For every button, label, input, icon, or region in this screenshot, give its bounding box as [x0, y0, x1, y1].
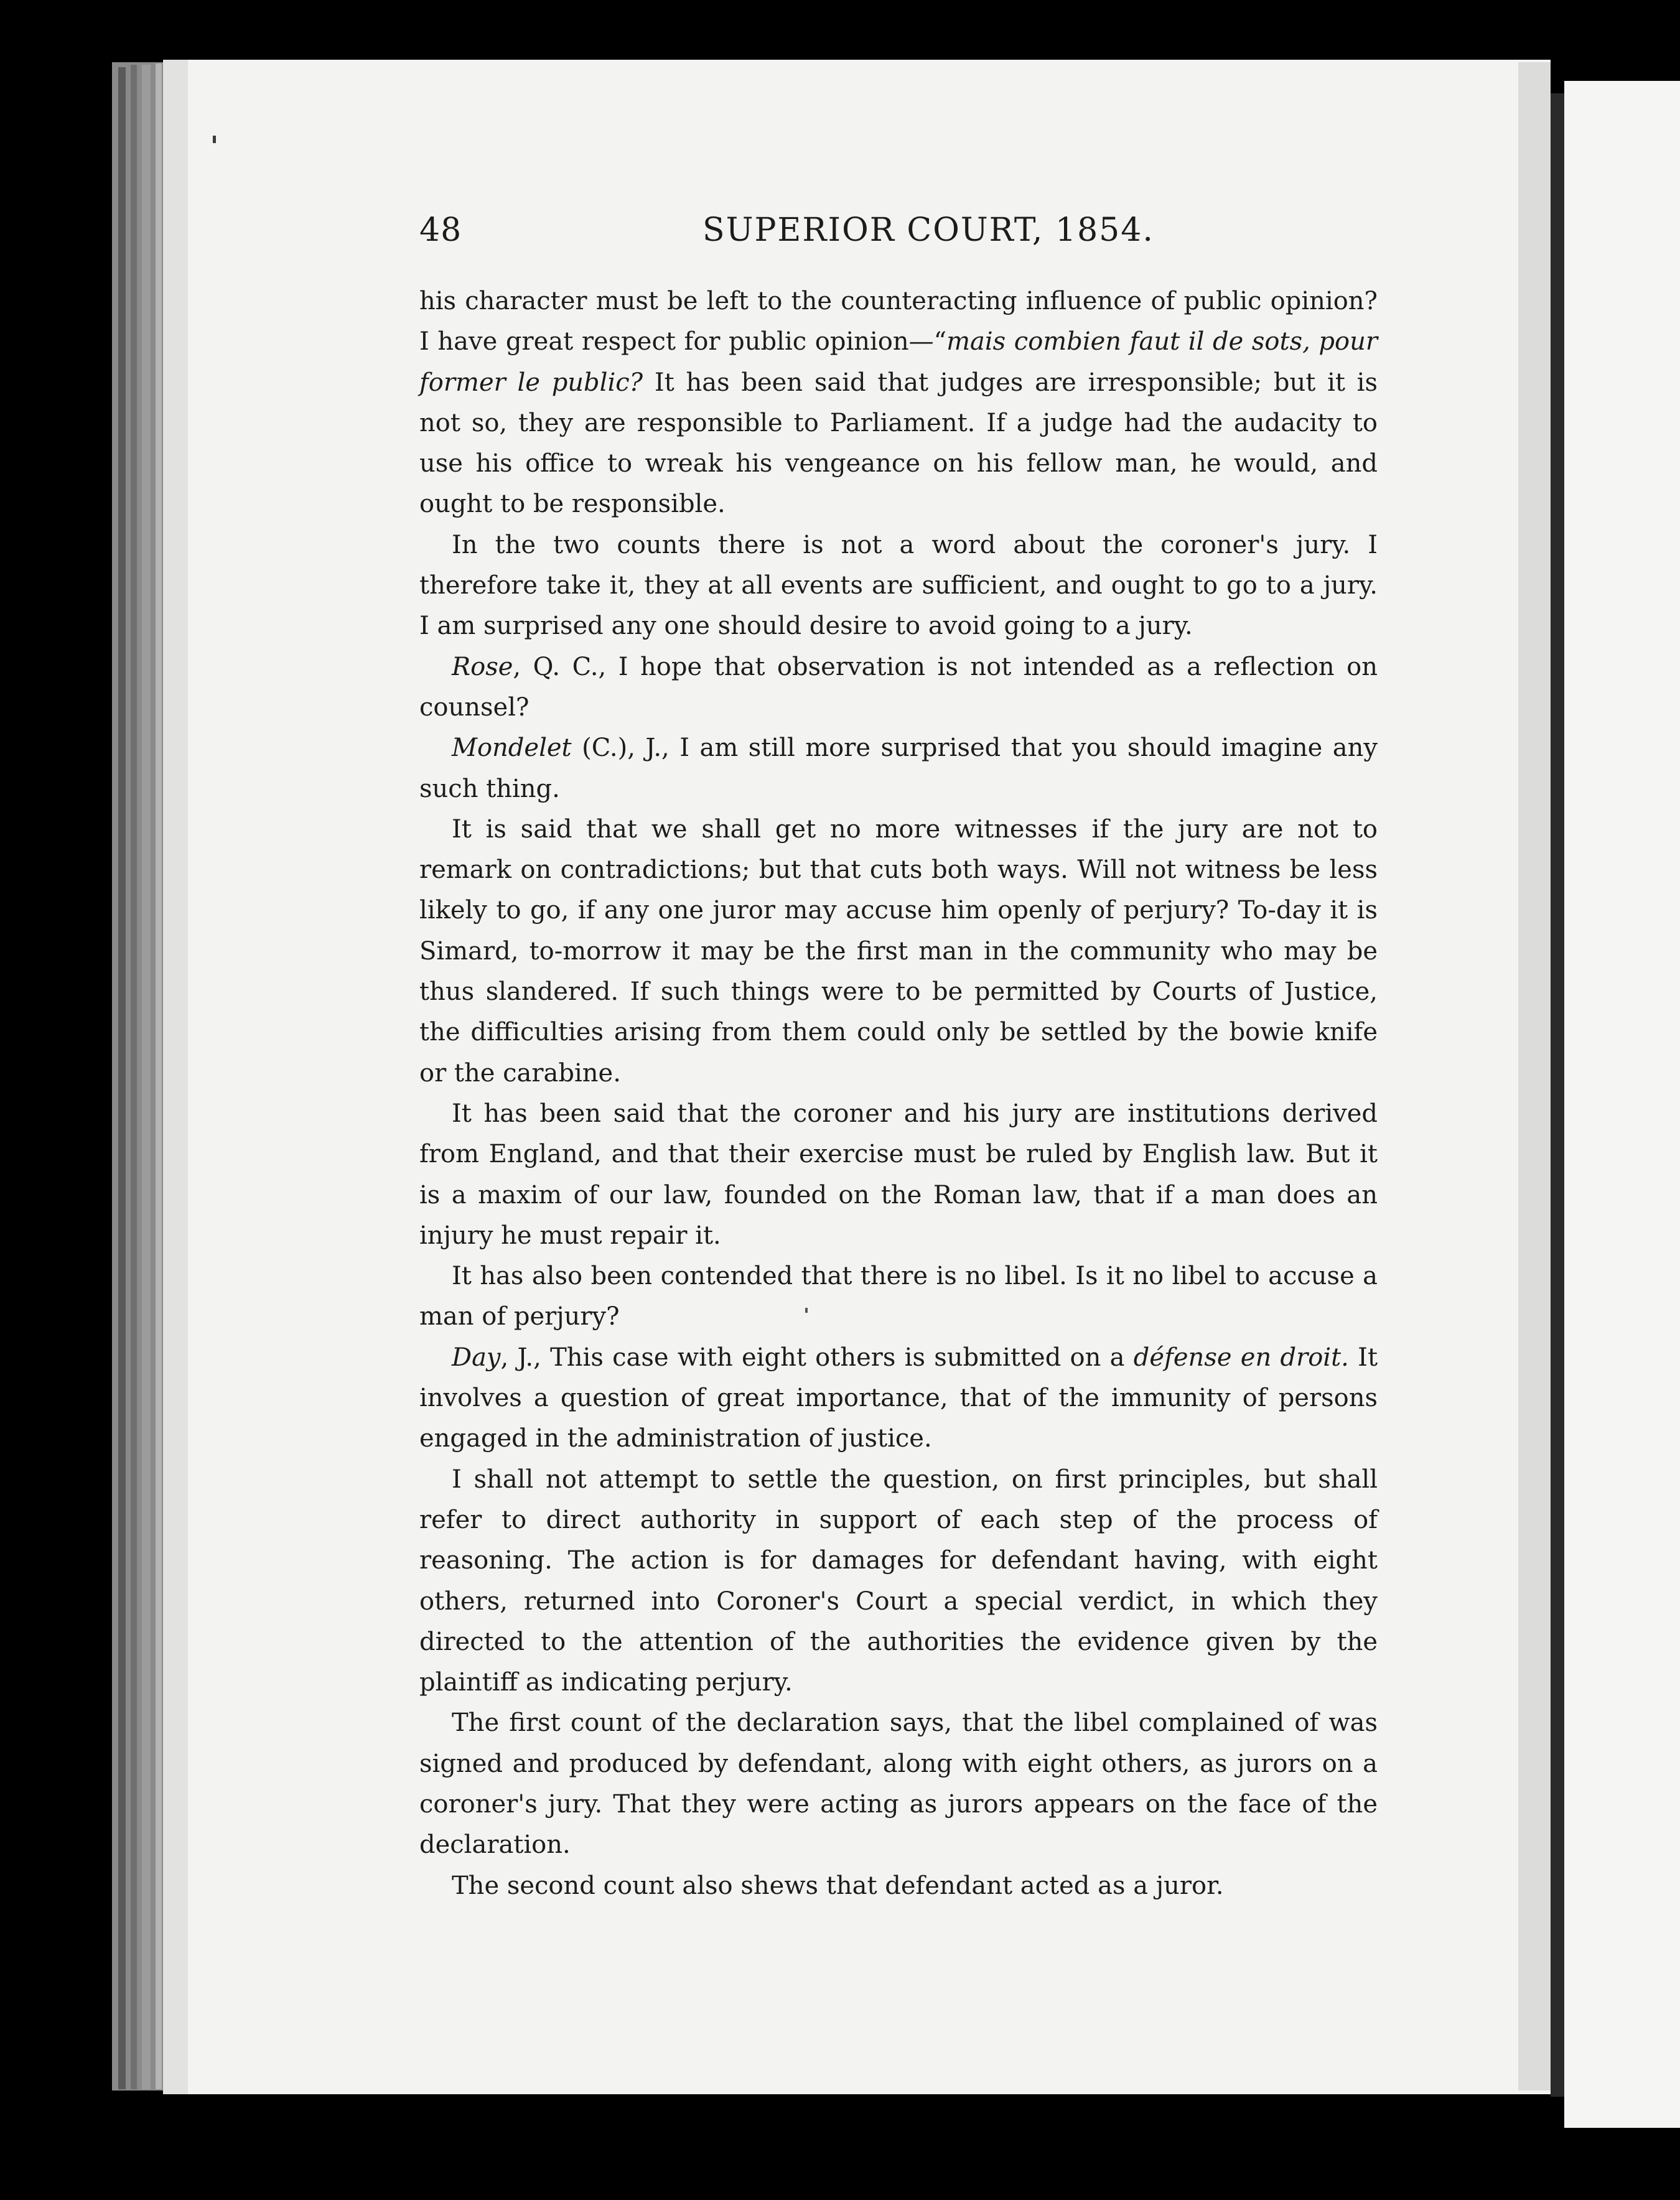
paragraph: [419, 281, 1378, 525]
text-run: It has been said that judges are irresponsible; but it is not so, they are responsible to Parliament. If a judge had the audacity to use his office to wreak his vengeance on his fellow man, he would, and ought to be responsible.: [419, 368, 1378, 519]
speaker-name: Day: [452, 1343, 501, 1372]
paragraph: The first count of the declaration says, that the libel complained of was signed and produced by defendant, along with eight others, as jurors on a coroner's jury. That they were acting as jurors appears on the face of the declaration.: [419, 1708, 1378, 1860]
paragraph: I shall not attempt to settle the question, on first principles, but shall refer to direct authority in support of each step of the process of reasoning. The action is for damages for defendant having, with eight others, returned into Coroner's Court a special verdict, in which they directed to the attention of the authorities the evidence given by the plaintiff as indicating perjury.: [419, 1465, 1378, 1697]
page-number: 48: [419, 212, 462, 249]
paragraph: [419, 1338, 1378, 1460]
running-header: [419, 212, 1378, 255]
speaker-name: Rose: [452, 652, 513, 681]
text-run: , J., This case with eight others is submitted on a: [500, 1343, 1134, 1372]
text-run: (C.), J., I am still more surprised that you should imagine any such thing.: [419, 734, 1378, 803]
paragraph: It has also been contended that there is no libel. Is it no libel to accuse a man of perjury?: [419, 1262, 1378, 1331]
text-run: his character must be left to the counteracting influence of public opinion? I have great respect for public opinion—“: [419, 287, 1378, 357]
body-text: [419, 281, 1378, 1906]
paragraph: [419, 647, 1378, 729]
text-run: , Q. C., I hope that observation is not intended as a reflection on counsel?: [419, 652, 1378, 722]
paragraph: The second count also shews that defendant acted as a juror.: [452, 1871, 1224, 1900]
paragraph: In the two counts there is not a word about the coroner's jury. I therefore take it, they at all events are sufficient, and ought to go to a jury. I am surprised any one should desire to avoid going to a jury.: [419, 530, 1378, 641]
paragraph: It is said that we shall get no more witnesses if the jury are not to remark on contradictions; but that cuts both ways. Will not witness be less likely to go, if any one juror may accuse him openly of perjury? To-day it is Simard, to-morrow it may be the first man in the community who may be thus slandered. If such things were to be permitted by Courts of Justice, the difficulties arising from them could only be settled by the bowie knife or the carabine.: [419, 814, 1378, 1088]
paragraph: It has been said that the coroner and his jury are institutions derived from England, and that their exercise must be ruled by English law. But it is a maxim of our law, founded on the Roman law, that if a man does an injury he must repair it.: [419, 1099, 1378, 1250]
running-title: SUPERIOR COURT, 1854.: [702, 212, 1154, 249]
paragraph: [419, 728, 1378, 809]
speaker-name: Mondelet: [452, 734, 572, 763]
italic-term: défense en droit.: [1133, 1343, 1349, 1372]
page-text: [419, 212, 1378, 1916]
text-run: It involves a question of great importance, that of the immunity of persons engaged in the administration of justice.: [419, 1343, 1378, 1453]
italic-quote: mais combien faut il de sots, pour former le public?: [419, 327, 1378, 397]
